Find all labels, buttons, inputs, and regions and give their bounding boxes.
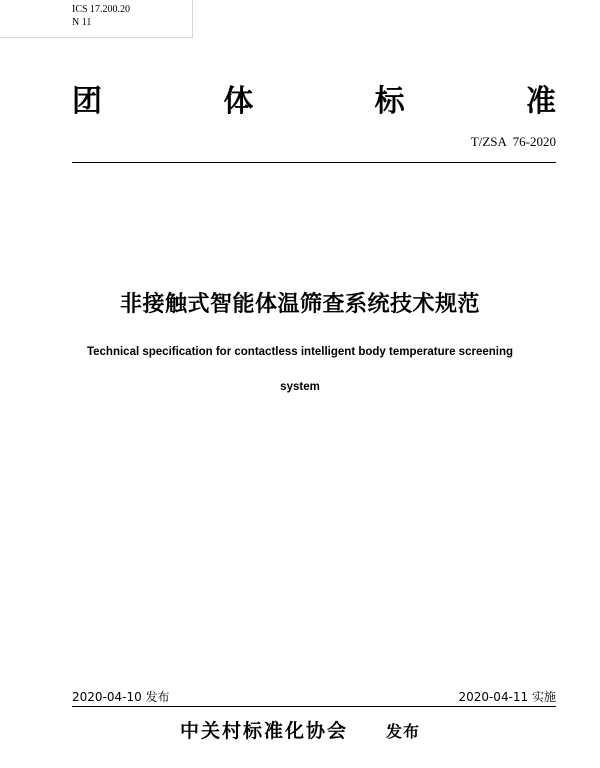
publisher-name: 中关村标准化协会 bbox=[179, 720, 348, 742]
implementation-date: 2020-04-11 实施 bbox=[458, 690, 556, 704]
header-divider bbox=[72, 162, 556, 163]
document-title-chinese: 非接触式智能体温筛查系统技术规范 bbox=[119, 292, 480, 317]
publisher-action: 发布 bbox=[386, 722, 421, 741]
document-title-english-line2: system bbox=[280, 381, 320, 393]
standard-type-char: 标 bbox=[374, 84, 405, 119]
standard-number: T/ZSA 76-2020 bbox=[470, 134, 556, 149]
ics-code: ICS 17.200.20 bbox=[72, 4, 131, 15]
standard-type-char: 体 bbox=[223, 84, 254, 119]
document-title-english-line1: Technical specification for contactless intelligent body temperature screening bbox=[86, 346, 514, 358]
classification-codes bbox=[72, 3, 130, 29]
standard-type-heading bbox=[72, 78, 556, 118]
ccs-code: N 11 bbox=[72, 17, 92, 28]
standard-type-char: 团 bbox=[72, 84, 102, 119]
standard-type-char: 准 bbox=[525, 84, 556, 119]
publisher-line bbox=[0, 716, 600, 743]
issue-date: 2020-04-10 发布 bbox=[72, 690, 170, 704]
footer-divider bbox=[72, 706, 556, 707]
